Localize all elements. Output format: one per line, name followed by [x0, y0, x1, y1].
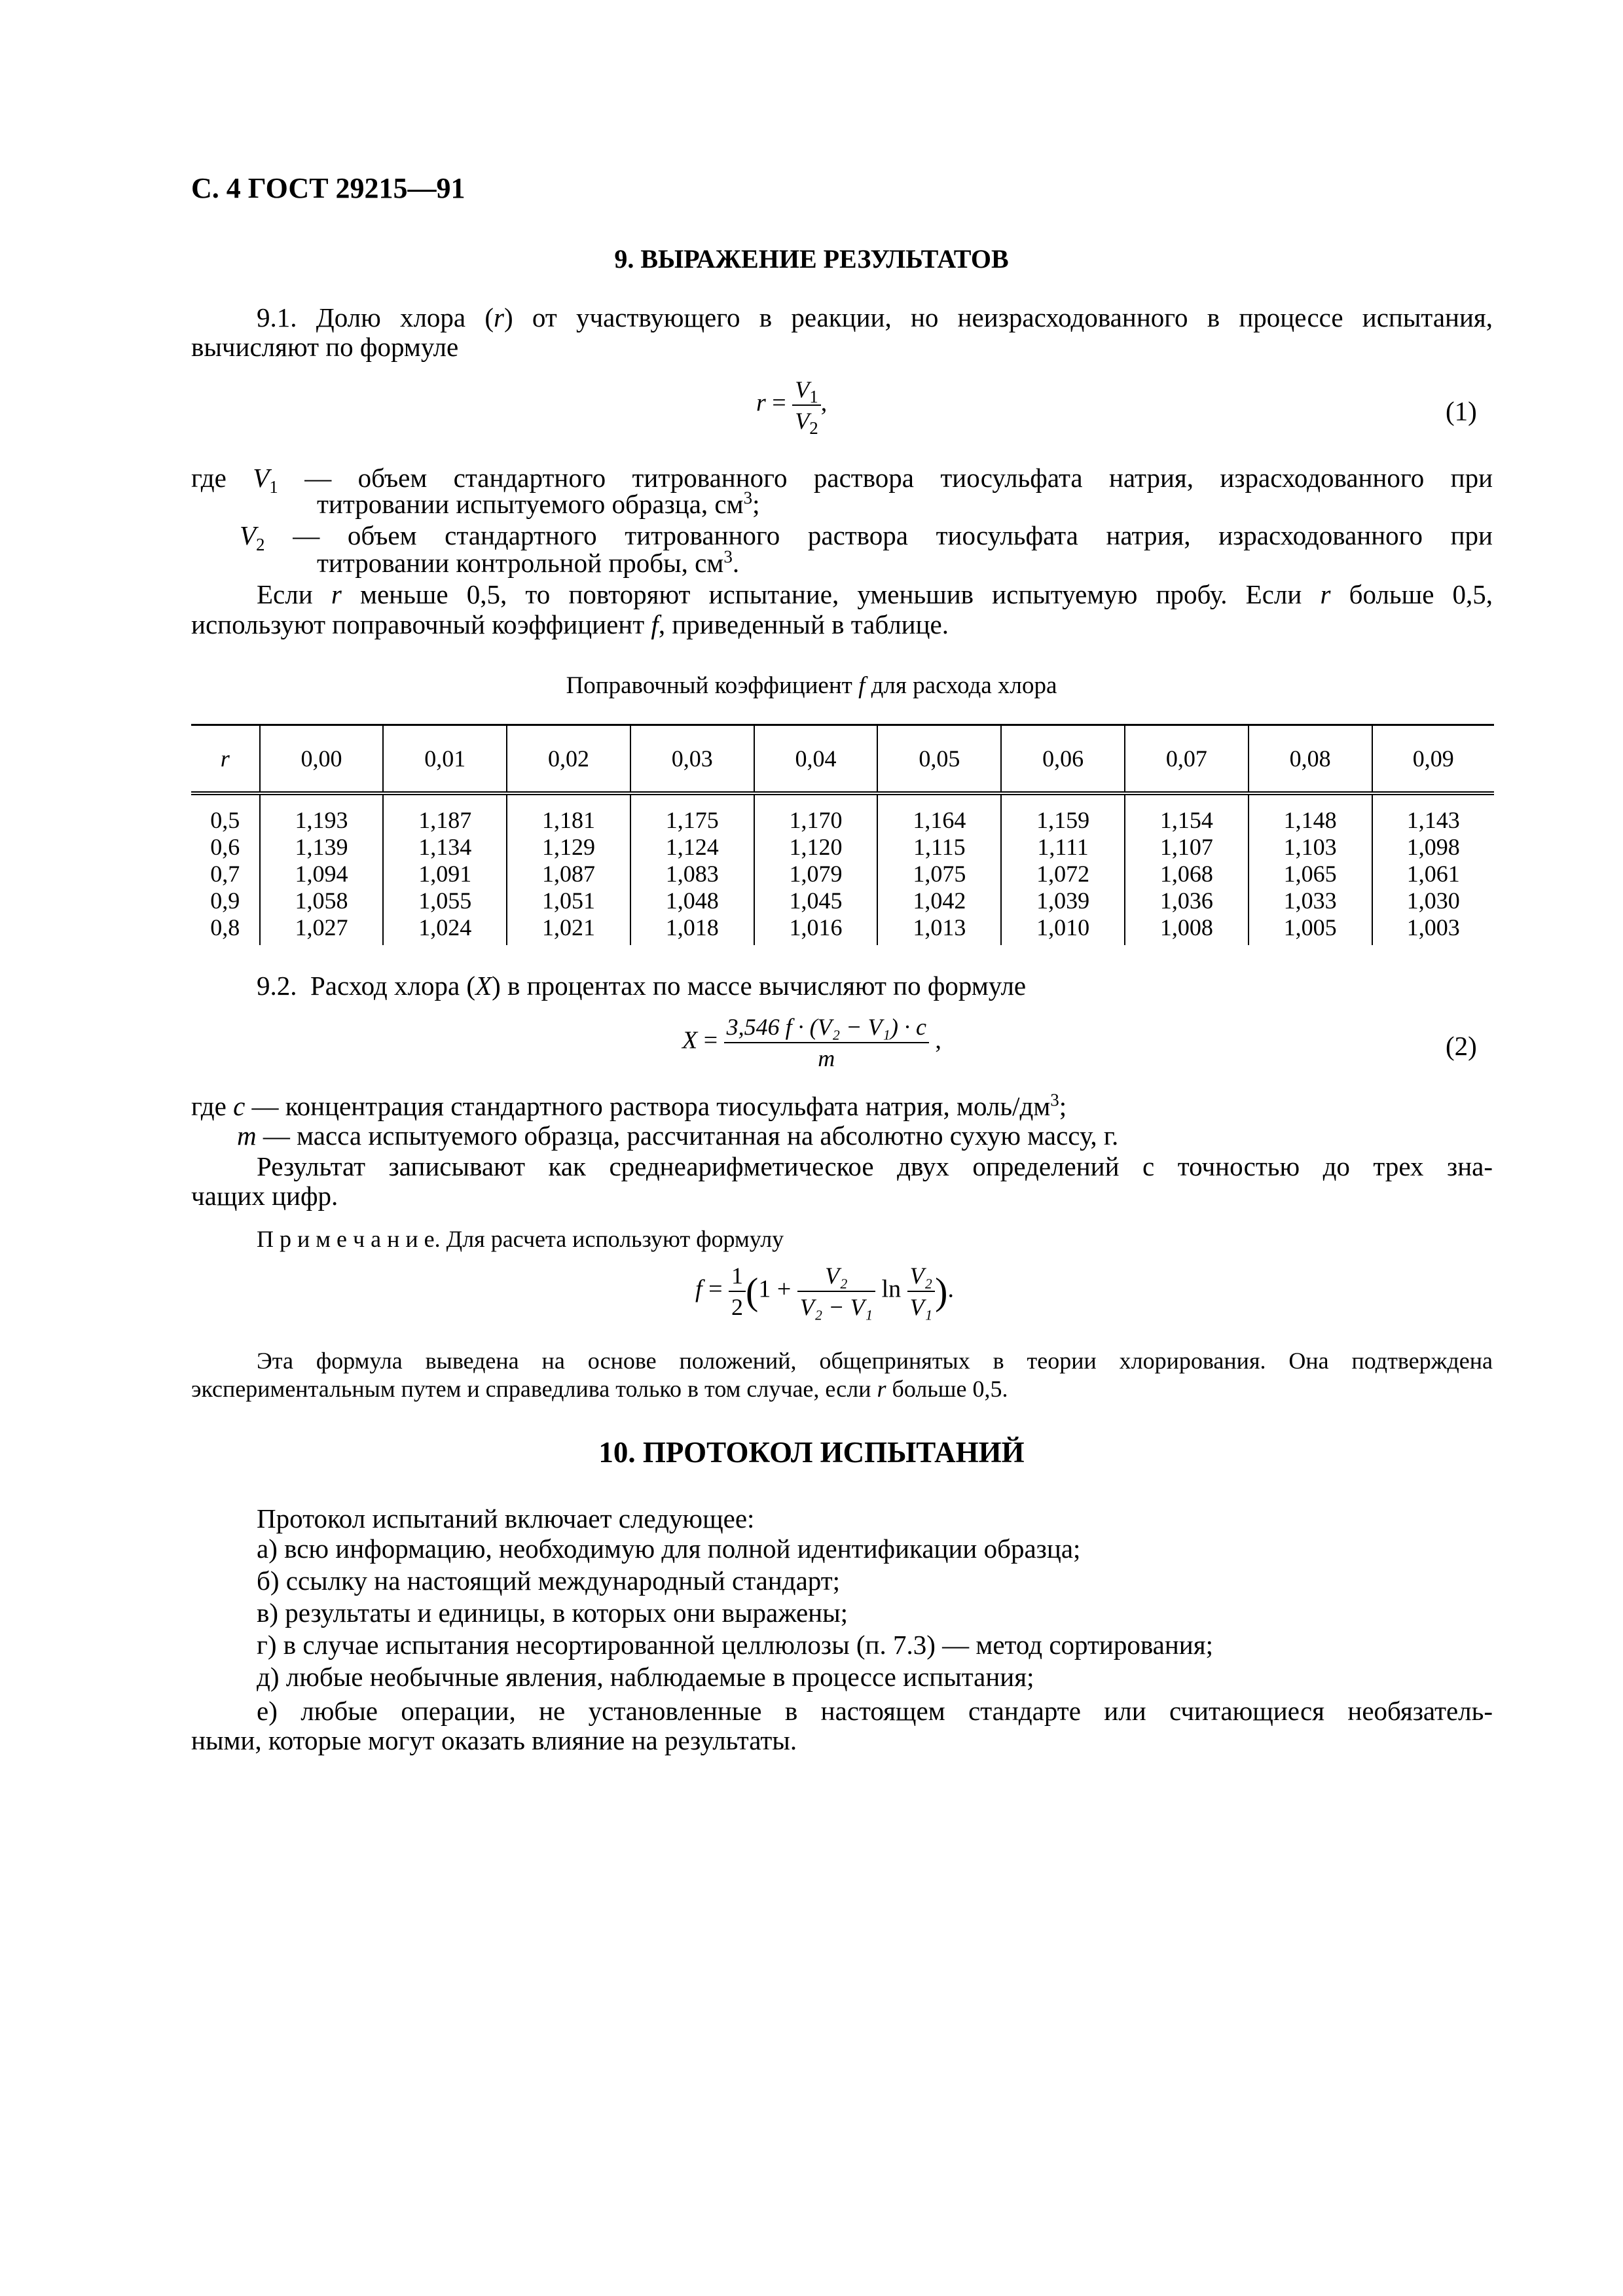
table-cell: 1,024 — [383, 914, 507, 945]
formula-lhs: X — [682, 1026, 698, 1054]
denominator: V — [795, 408, 810, 434]
table-header-col: 0,09 — [1372, 725, 1495, 794]
var-r: r — [331, 579, 342, 609]
table-cell: 1,143 — [1372, 793, 1495, 834]
table-cell: 1,045 — [754, 888, 878, 914]
table-header-col: 0,01 — [383, 725, 507, 794]
protocol-intro: Протокол испытаний включает следующее: — [257, 1503, 755, 1534]
text: где — [191, 463, 227, 493]
where-v1-line-2: титровании испытуемого образца, $см^3$; — [317, 488, 760, 519]
ln: ln — [881, 1275, 902, 1303]
var-x: X — [475, 971, 492, 1001]
table-cell: 1,120 — [754, 834, 878, 861]
table-cell: 1,098 — [1372, 834, 1495, 861]
table-cell: 1,124 — [630, 834, 754, 861]
where-m — [237, 1121, 1118, 1151]
text: титровании испытуемого образца, см — [317, 489, 744, 519]
table-cell: 1,094 — [260, 861, 384, 888]
where-v2-line-1 — [240, 520, 1493, 555]
table-row — [191, 834, 1494, 861]
formula-1-number: (1) — [1446, 396, 1477, 426]
table-cell: 1,134 — [383, 834, 507, 861]
formula-3: f = $\frac{1}{2}$ (1 + $\frac{\text{V₂}}{\text{V₂ − V₁}}$ ln $\frac{\text{V₂}}{\text{V₁}}$ ). — [695, 1263, 954, 1320]
numerator: V₂ — [907, 1262, 936, 1292]
table-cell: 1,039 — [1001, 888, 1125, 914]
table-cell: 1,175 — [630, 793, 754, 834]
table-header-col: 0,03 — [630, 725, 754, 794]
table-row — [191, 888, 1494, 914]
var-r: r — [877, 1376, 886, 1402]
text: Эта формула выведена на основе положений, общепринятых в теории хлорирования. Она подтверждена — [257, 1348, 1493, 1374]
table-cell: 1,139 — [260, 834, 384, 861]
text: где — [191, 1091, 227, 1121]
section-10-title: 10. ПРОТОКОЛ ИСПЫТАНИЙ — [598, 1436, 1025, 1469]
text: — масса испытуемого образца, рассчитанная на абсолютно сухую массу, г. — [263, 1121, 1119, 1151]
denominator: V₂ − V₁ — [799, 1294, 873, 1320]
formula-lhs: f — [695, 1275, 702, 1303]
text: для расхода хлора — [871, 672, 1057, 699]
text: Результат записывают как среднеарифметическое двух определений с точностью до трех зна- — [257, 1151, 1493, 1181]
sup: 3 — [1050, 1090, 1059, 1110]
table-cell: 1,079 — [754, 861, 878, 888]
table-cell: 1,083 — [630, 861, 754, 888]
text: меньше 0,5, то повторяют испытание, уменьшив испытуемую пробу. Если — [360, 579, 1302, 609]
var: m — [237, 1121, 257, 1151]
formula-2: X = $\frac{\text{3,546 f · (V₂ − V₁) · c}}{m}$ , — [682, 1014, 941, 1071]
denominator: V₁ — [909, 1294, 933, 1320]
table-cell: 1,154 — [1125, 793, 1249, 834]
var-r: r — [1320, 579, 1331, 609]
var: V — [253, 463, 270, 493]
table-cell: 1,115 — [877, 834, 1001, 861]
table-cell-r: 0,6 — [210, 834, 240, 860]
text: ) в процентах по массе вычисляют по формуле — [492, 971, 1027, 1001]
section-9-title: 9. ВЫРАЖЕНИЕ РЕЗУЛЬТАТОВ — [614, 244, 1009, 274]
numerator: 1 — [729, 1262, 746, 1292]
table-cell: 1,051 — [507, 888, 630, 914]
table-cell: 1,072 — [1001, 861, 1125, 888]
text: е) любые операции, не установленные в настоящем стандарте или считающиеся необязатель- — [257, 1696, 1493, 1726]
table-cell-r: 0,5 — [210, 807, 240, 833]
denominator: m — [818, 1045, 835, 1071]
table-row — [191, 793, 1494, 834]
var: c — [233, 1091, 246, 1121]
fraction-a — [797, 1262, 875, 1321]
text: Долю хлора ( — [316, 302, 494, 332]
formula-2-number: (2) — [1446, 1031, 1477, 1061]
table-cell: 1,107 — [1125, 834, 1249, 861]
table-cell: 1,033 — [1249, 888, 1372, 914]
table-cell: 1,027 — [260, 914, 384, 945]
fraction-half — [729, 1262, 746, 1321]
table-cell: 1,058 — [260, 888, 384, 914]
paragraph-9-1-line-2: вычисляют по формуле — [191, 332, 459, 362]
text: ) от участвующего в реакции, но неизрасходованного в процессе испытания, — [503, 302, 1493, 332]
protocol-item: б) ссылку на настоящий международный стандарт; — [257, 1566, 841, 1596]
table-cell: 1,030 — [1372, 888, 1495, 914]
sup: 3 — [723, 547, 733, 567]
result-line-2: чащих цифр. — [191, 1181, 338, 1211]
table-cell: 1,187 — [383, 793, 507, 834]
table-header-col: 0,06 — [1001, 725, 1125, 794]
table-cell: 1,111 — [1001, 834, 1125, 861]
protocol-item: г) в случае испытания несортированной целлюлозы (п. 7.3) — метод сортирования; — [257, 1630, 1213, 1660]
table-header-col: 0,08 — [1249, 725, 1372, 794]
where-v2-line-2: титровании контрольной пробы, $см^3$. — [317, 547, 740, 578]
table-cell: 1,193 — [260, 793, 384, 834]
table-cell: 1,164 — [877, 793, 1001, 834]
condition-line-2 — [191, 610, 949, 639]
table-row — [191, 861, 1494, 888]
clause-number: 9.2. — [257, 971, 297, 1001]
table-header-col: 0,04 — [754, 725, 878, 794]
text: Поправочный коэффициент — [566, 672, 852, 699]
sub: 2 — [809, 418, 818, 439]
text: титровании контрольной пробы, см — [317, 548, 724, 578]
text: , приведенный в таблице. — [658, 609, 949, 639]
formula-lhs: r — [756, 389, 766, 417]
protocol-item: в) результаты и единицы, в которых они выражены; — [257, 1598, 848, 1628]
table-cell: 1,170 — [754, 793, 878, 834]
table-row — [191, 914, 1494, 945]
numerator: 3,546 f · (V₂ − V₁) · c — [724, 1013, 929, 1043]
table-cell: 1,087 — [507, 861, 630, 888]
table-cell: 1,048 — [630, 888, 754, 914]
table-cell: 1,065 — [1249, 861, 1372, 888]
clause-number: 9.1. — [257, 302, 297, 332]
paragraph-9-1-line-1 — [257, 303, 1493, 332]
text: больше 0,5, — [1349, 579, 1493, 609]
note — [257, 1225, 784, 1253]
text: — концентрация стандартного раствора тиосульфата натрия, моль/дм — [251, 1091, 1051, 1121]
table-cell: 1,036 — [1125, 888, 1249, 914]
table-cell: 1,075 — [877, 861, 1001, 888]
text: — объем стандартного титрованного раствора тиосульфата натрия, израсходованного при — [304, 463, 1493, 493]
paragraph-9-2 — [257, 971, 1026, 1001]
sub: 2 — [256, 535, 265, 555]
table-cell: 1,068 — [1125, 861, 1249, 888]
table-header-col: 0,00 — [260, 725, 384, 794]
table-cell: 1,005 — [1249, 914, 1372, 945]
protocol-item: д) любые необычные явления, наблюдаемые в процессе испытания; — [257, 1662, 1034, 1692]
numerator: V₂ — [797, 1262, 875, 1292]
note-label: П р и м е ч а н и е. — [257, 1226, 441, 1252]
table-header-r: r — [220, 745, 230, 772]
result-line-1 — [257, 1152, 1493, 1181]
table-cell: 1,042 — [877, 888, 1001, 914]
table-cell: 1,103 — [1249, 834, 1372, 861]
table-cell: 1,003 — [1372, 914, 1495, 945]
sub: 1 — [809, 387, 818, 407]
protocol-item: а) всю информацию, необходимую для полной идентификации образца; — [257, 1534, 1081, 1564]
table-cell: 1,018 — [630, 914, 754, 945]
note-2-line-1 — [257, 1347, 1493, 1374]
text: используют поправочный коэффициент — [191, 609, 645, 639]
table-cell: 1,016 — [754, 914, 878, 945]
where-c: где c — концентрация стандартного раствора тиосульфата натрия, моль/$дм^3$; — [191, 1090, 1067, 1121]
text: — объем стандартного титрованного раствора тиосульфата натрия, израсходованного при — [293, 520, 1493, 550]
table-cell: 1,159 — [1001, 793, 1125, 834]
formula-1: r = $\frac{V_1}{V_2}$ , — [756, 376, 828, 439]
protocol-item-e-line-2: ными, которые могут оказать влияние на результаты. — [191, 1725, 797, 1755]
table-cell: 1,010 — [1001, 914, 1125, 945]
table-header-col: 0,07 — [1125, 725, 1249, 794]
note-2-line-2 — [191, 1375, 1008, 1403]
table-header-col: 0,05 — [877, 725, 1001, 794]
var-r: r — [494, 302, 504, 332]
text: Расход хлора ( — [310, 971, 476, 1001]
table-cell: 1,181 — [507, 793, 630, 834]
correction-factor-table — [191, 724, 1494, 945]
protocol-item-e-line-1 — [257, 1696, 1493, 1726]
text: больше 0,5. — [892, 1376, 1008, 1402]
numerator: V — [795, 376, 810, 403]
protocol-list — [257, 1534, 1213, 1695]
table-caption — [0, 672, 1623, 700]
table-cell: 1,008 — [1125, 914, 1249, 945]
fraction — [792, 376, 821, 439]
fraction — [724, 1013, 929, 1072]
text: Если — [257, 579, 313, 609]
table-cell: 1,148 — [1249, 793, 1372, 834]
denominator: 2 — [731, 1294, 743, 1320]
condition-line-1 — [257, 580, 1493, 609]
table-cell: 1,129 — [507, 834, 630, 861]
var-f: f — [651, 609, 659, 639]
table-cell: 1,091 — [383, 861, 507, 888]
sup: 3 — [743, 488, 753, 508]
sub: 1 — [269, 477, 278, 497]
var-f: f — [858, 672, 866, 699]
text: Для расчета используют формулу — [446, 1226, 784, 1252]
table-header-col: 0,02 — [507, 725, 630, 794]
table-cell-r: 0,7 — [210, 861, 240, 887]
page-header: С. 4 ГОСТ 29215—91 — [191, 172, 465, 204]
table-cell-r: 0,8 — [210, 914, 240, 941]
table-cell-r: 0,9 — [210, 888, 240, 914]
table-cell: 1,021 — [507, 914, 630, 945]
text: экспериментальным путем и справедлива только в том случае, если — [191, 1376, 871, 1402]
table-cell: 1,055 — [383, 888, 507, 914]
table-header-row — [191, 725, 1494, 794]
table-cell: 1,013 — [877, 914, 1001, 945]
var: V — [240, 520, 257, 550]
table-cell: 1,061 — [1372, 861, 1495, 888]
fraction-b — [907, 1262, 936, 1321]
